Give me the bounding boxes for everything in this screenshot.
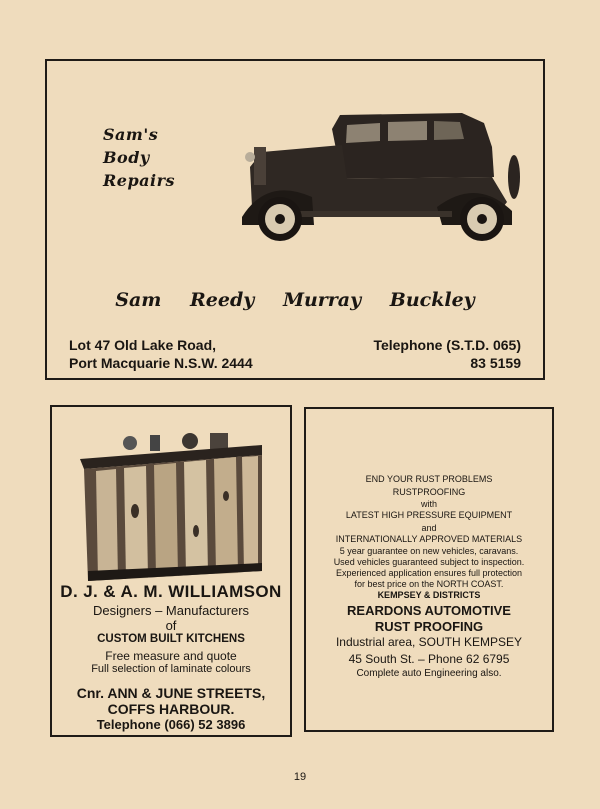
business-name-line: Body (103, 148, 150, 167)
telephone-line: 45 South St. – Phone 62 6795 (348, 652, 510, 666)
ad-line: Free measure and quote (105, 649, 237, 663)
address-line: COFFS HARBOUR. (107, 701, 235, 717)
address-line: Industrial area, SOUTH KEMPSEY (335, 635, 523, 649)
ad-line: END YOUR RUST PROBLEMS (365, 474, 493, 484)
ad-line: of (165, 618, 177, 633)
telephone (373, 336, 521, 372)
ad-line: Full selection of laminate colours (91, 663, 251, 675)
vintage-car-photo (222, 107, 522, 242)
williamson-kitchens-ad (50, 405, 292, 737)
ad-line: with (420, 499, 437, 509)
address-line: Cnr. ANN & JUNE STREETS, (76, 685, 266, 701)
ad-line: Designers – Manufacturers (92, 603, 250, 618)
business-name (103, 123, 175, 192)
business-name-line: Repairs (103, 171, 176, 190)
company-name: RUST PROOFING (374, 619, 484, 634)
telephone-line: 83 5159 (470, 355, 521, 371)
ad-line: Experienced application ensures full protection (335, 568, 523, 578)
owner-name: Murray Buckley (282, 289, 475, 311)
ad-line: Used vehicles guaranteed subject to inspection. (333, 557, 525, 567)
owner-names (47, 289, 543, 311)
ad-line: RUSTPROOFING (392, 487, 466, 497)
ad-line: for best price on the NORTH COAST. (354, 579, 504, 589)
ad-line: LATEST HIGH PRESSURE EQUIPMENT (345, 510, 513, 520)
ad-line: KEMPSEY & DISTRICTS (377, 590, 481, 600)
kitchen-cabinet-photo (80, 421, 264, 581)
business-name-line: Sam's (103, 125, 159, 144)
sams-body-repairs-ad (45, 59, 545, 380)
page-number: 19 (293, 771, 307, 783)
company-name: D. J. & A. M. WILLIAMSON (60, 582, 282, 601)
address (69, 336, 253, 372)
telephone-line: Telephone (S.T.D. 065) (373, 337, 521, 353)
ad-line: CUSTOM BUILT KITCHENS (97, 633, 245, 645)
company-name: REARDONS AUTOMOTIVE (347, 603, 511, 618)
ad-line: Complete auto Engineering also. (356, 668, 502, 679)
ad-line: 5 year guarantee on new vehicles, caravans. (339, 546, 519, 556)
owner-name: Sam Reedy (115, 289, 255, 311)
reardons-rust-proofing-ad (304, 407, 554, 732)
address-line: Lot 47 Old Lake Road, (69, 337, 217, 353)
telephone-line: Telephone (066) 52 3896 (96, 717, 246, 732)
ad-line: and (421, 523, 437, 533)
address-line: Port Macquarie N.S.W. 2444 (69, 355, 253, 371)
ad-line: INTERNATIONALLY APPROVED MATERIALS (335, 534, 523, 544)
